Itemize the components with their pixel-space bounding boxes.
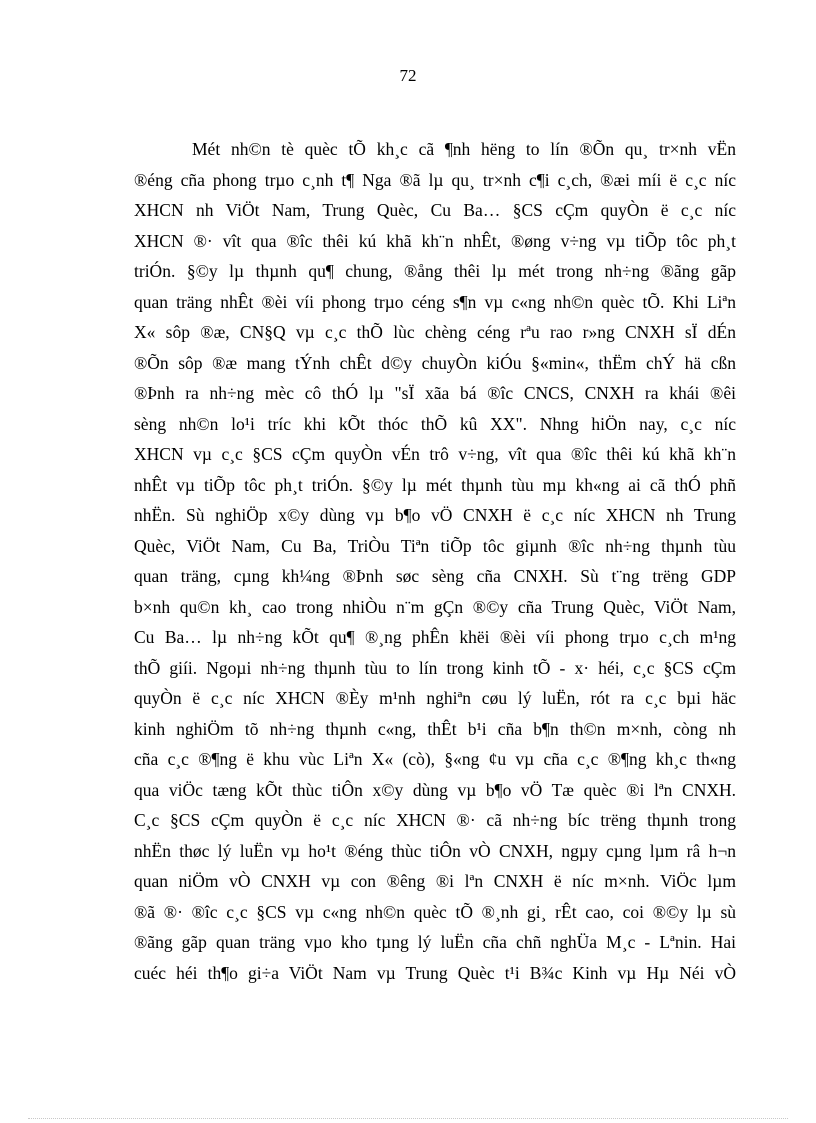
text-line: sèng nh©n lo¹i tríc khi kÕt thóc thÕ kû XX". Nhng hiÖn nay, c¸c níc xyxy=(134,413,736,434)
text-line: ®éng cña phong trµo c¸nh t¶ Nga ®ã lµ qu¸ tr×nh c¶i c¸ch, ®æi míi ë c¸c níc xyxy=(134,169,736,190)
text-line: nhÊt vµ tiÕp tôc ph¸t triÓn. §©y lµ mét thµnh tùu mµ kh«ng ai cã thÓ phñ xyxy=(134,474,736,495)
text-line: Quèc, ViÖt Nam, Cu Ba, TriÒu Tiªn tiÕp tôc giµnh ®îc nh÷ng thµnh tùu xyxy=(134,535,736,556)
text-line: quan träng nhÊt ®èi víi phong trµo céng s¶n vµ c«ng nh©n quèc tÕ. Khi Liªn xyxy=(134,291,736,312)
text-line: XHCN vµ c¸c §CS cÇm quyÒn vÉn trô v÷ng, vît qua ®îc thêi kú khã kh¨n xyxy=(134,444,736,464)
text-line: ®ãng gãp quan träng vµo kho tµng lý luËn cña chñ nghÜa M¸c - Lªnin. Hai xyxy=(134,932,736,952)
text-line: Mét nh©n tè quèc tÕ kh¸c cã ¶nh hëng to lín ®Õn qu¸ tr×nh vËn xyxy=(192,139,736,159)
text-line: nhËn. Sù nghiÖp x©y dùng vµ b¶o vÖ CNXH ë c¸c níc XHCN nh Trung xyxy=(134,505,736,525)
text-line: cña c¸c ®¶ng ë khu vùc Liªn X« (cò), §«ng ¢u vµ cña c¸c ®¶ng kh¸c th«ng xyxy=(134,749,736,769)
text-line: quan träng, cµng kh¼ng ®Þnh søc sèng cña CNXH. Sù t¨ng trëng GDP xyxy=(134,566,736,586)
text-line: cuéc héi th¶o gi÷a ViÖt Nam vµ Trung Quèc t¹i B¾c Kinh vµ Hµ Néi vÒ xyxy=(134,962,736,983)
text-line: thÕ giíi. Ngoµi nh÷ng thµnh tùu to lín trong kinh tÕ - x· héi, c¸c §CS cÇm xyxy=(134,657,736,678)
text-line: b×nh qu©n kh¸ cao trong nhiÒu n¨m gÇn ®©y cña Trung Quèc, ViÖt Nam, xyxy=(134,596,736,617)
page-number: 72 xyxy=(399,66,417,85)
body-paragraph xyxy=(134,134,736,988)
text-line: quyÒn ë c¸c níc XHCN ®Èy m¹nh nghiªn cøu lý luËn, rót ra c¸c bµi häc xyxy=(134,688,736,708)
text-line: X« sôp ®æ, CN§Q vµ c¸c thÕ lùc chèng céng rªu rao r»ng CNXH sÏ dÉn xyxy=(134,322,736,342)
text-line: ®Þnh ra nh÷ng mèc cô thÓ lµ "sÏ xãa bá ®îc CNCS, CNXH ra khái ®êi xyxy=(134,383,736,403)
text-line: qua viÖc tæng kÕt thùc tiÔn x©y dùng vµ b¶o vÖ Tæ quèc ®i lªn CNXH. xyxy=(134,779,736,800)
text-line: ®ã ®· ®îc c¸c §CS vµ c«ng nh©n quèc tÕ ®¸nh gi¸ rÊt cao, coi ®©y lµ sù xyxy=(134,901,736,922)
text-line: XHCN ®· vît qua ®îc thêi kú khã kh¨n nhÊt, ®øng v÷ng vµ tiÕp tôc ph¸t xyxy=(134,230,736,251)
text-line: ®Õn sôp ®æ mang tÝnh chÊt d©y chuyÒn kiÓu §«min«, thËm chÝ hä cßn xyxy=(134,352,736,373)
text-line: nhËn thøc lý luËn vµ ho¹t ®éng thùc tiÔn vÒ CNXH, ngµy cµng lµm râ h¬n xyxy=(134,840,736,861)
text-line: quan niÖm vÒ CNXH vµ con ®êng ®i lªn CNXH ë níc m×nh. ViÖc lµm xyxy=(134,871,736,891)
text-line: XHCN nh ViÖt Nam, Trung Quèc, Cu Ba… §CS cÇm quyÒn ë c¸c níc xyxy=(134,200,736,220)
text-line: Cu Ba… lµ nh÷ng kÕt qu¶ ®¸ng phÊn khëi ®èi víi phong trµo c¸ch m¹ng xyxy=(134,627,736,647)
text-line: kinh nghiÖm tõ nh÷ng thµnh c«ng, thÊt b¹i cña b¶n th©n m×nh, còng nh xyxy=(134,718,736,739)
text-line: C¸c §CS cÇm quyÒn ë c¸c níc XHCN ®· cã nh÷ng bíc trëng thµnh trong xyxy=(134,810,736,830)
page-bottom-divider xyxy=(28,1118,788,1119)
text-line: triÓn. §©y lµ thµnh qu¶ chung, ®ång thêi lµ mét trong nh÷ng ®ãng gãp xyxy=(134,261,736,281)
